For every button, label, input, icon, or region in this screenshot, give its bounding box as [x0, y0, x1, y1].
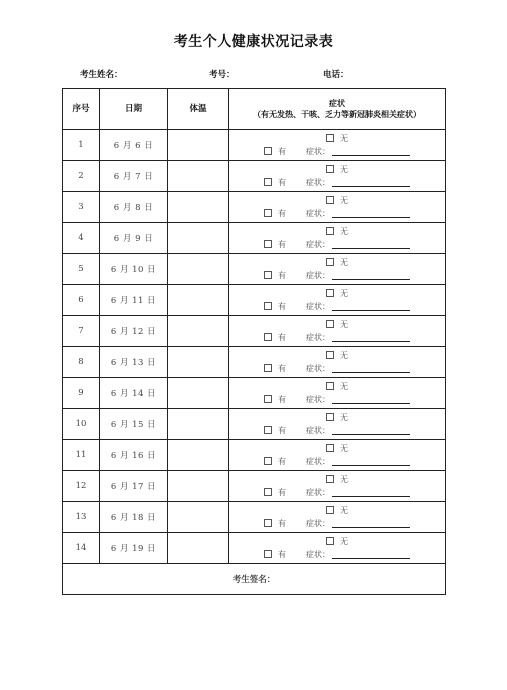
option-has-label: 有: [278, 488, 286, 497]
option-has-label: 有: [278, 209, 286, 218]
row-number: 14: [63, 533, 100, 564]
option-none-label: 无: [340, 289, 348, 298]
option-has-label: 有: [278, 240, 286, 249]
table-row: [63, 130, 446, 161]
symptom-blank-line[interactable]: [332, 333, 410, 342]
option-none: [229, 132, 445, 145]
none-checkbox[interactable]: [326, 258, 334, 266]
option-has: [229, 455, 445, 468]
option-none: [229, 380, 445, 393]
option-has-label: 有: [278, 395, 286, 404]
option-has: [229, 331, 445, 344]
header-no: 序号: [63, 89, 100, 130]
row-number: 3: [63, 192, 100, 223]
row-number: 7: [63, 316, 100, 347]
option-has: [229, 393, 445, 406]
table-row: [63, 347, 446, 378]
table-row: [63, 471, 446, 502]
row-number: 6: [63, 285, 100, 316]
option-none-label: 无: [340, 537, 348, 546]
temperature-cell[interactable]: [168, 440, 229, 471]
symptom-blank-line[interactable]: [332, 178, 410, 187]
option-none-label: 无: [340, 444, 348, 453]
has-checkbox[interactable]: [264, 178, 272, 186]
option-none: [229, 287, 445, 300]
candidate-info-row: [0, 68, 507, 82]
none-checkbox[interactable]: [326, 413, 334, 421]
header-temperature: 体温: [168, 89, 229, 130]
signature-row: [63, 564, 446, 595]
has-checkbox[interactable]: [264, 302, 272, 310]
symptoms-cell: [229, 316, 446, 347]
none-checkbox[interactable]: [326, 320, 334, 328]
row-date: 6 月 14 日: [100, 378, 168, 409]
table-row: [63, 409, 446, 440]
row-date: 6 月 7 日: [100, 161, 168, 192]
has-checkbox[interactable]: [264, 519, 272, 527]
temperature-cell[interactable]: [168, 471, 229, 502]
option-has: [229, 269, 445, 282]
symptoms-cell: [229, 409, 446, 440]
row-date: 6 月 10 日: [100, 254, 168, 285]
option-has: [229, 548, 445, 561]
none-checkbox[interactable]: [326, 537, 334, 545]
row-date: 6 月 18 日: [100, 502, 168, 533]
symptom-label: 症状：: [306, 209, 330, 218]
symptom-blank-line[interactable]: [332, 550, 410, 559]
table-header-row: [63, 89, 446, 130]
option-has-label: 有: [278, 333, 286, 342]
table-row: [63, 192, 446, 223]
option-none-label: 无: [340, 475, 348, 484]
option-has-label: 有: [278, 550, 286, 559]
row-number: 8: [63, 347, 100, 378]
option-none: [229, 256, 445, 269]
symptoms-cell: [229, 285, 446, 316]
symptom-blank-line[interactable]: [332, 395, 410, 404]
symptom-blank-line[interactable]: [332, 488, 410, 497]
has-checkbox[interactable]: [264, 364, 272, 372]
table-row: [63, 161, 446, 192]
symptom-label: 症状：: [306, 147, 330, 156]
none-checkbox[interactable]: [326, 351, 334, 359]
row-date: 6 月 6 日: [100, 130, 168, 161]
health-record-table: [62, 88, 446, 595]
option-none: [229, 504, 445, 517]
has-checkbox[interactable]: [264, 333, 272, 341]
symptom-label: 症状：: [306, 457, 330, 466]
option-has-label: 有: [278, 271, 286, 280]
table-row: [63, 223, 446, 254]
has-checkbox[interactable]: [264, 488, 272, 496]
option-none: [229, 411, 445, 424]
symptom-blank-line[interactable]: [332, 302, 410, 311]
row-date: 6 月 17 日: [100, 471, 168, 502]
signature-label: 考生签名：: [232, 575, 276, 585]
none-checkbox[interactable]: [326, 289, 334, 297]
row-date: 6 月 8 日: [100, 192, 168, 223]
option-none-label: 无: [340, 382, 348, 391]
option-none-label: 无: [340, 196, 348, 205]
option-none-label: 无: [340, 134, 348, 143]
symptom-blank-line[interactable]: [332, 240, 410, 249]
row-number: 4: [63, 223, 100, 254]
option-has: [229, 238, 445, 251]
symptom-blank-line[interactable]: [332, 426, 410, 435]
row-date: 6 月 9 日: [100, 223, 168, 254]
none-checkbox[interactable]: [326, 196, 334, 204]
option-none: [229, 473, 445, 486]
symptoms-cell: [229, 502, 446, 533]
has-checkbox[interactable]: [264, 240, 272, 248]
header-symptoms-subtitle: （有无发热、干咳、乏力等新冠肺炎相关症状）: [253, 109, 421, 119]
option-none: [229, 535, 445, 548]
has-checkbox[interactable]: [264, 426, 272, 434]
row-number: 9: [63, 378, 100, 409]
symptom-label: 症状：: [306, 302, 330, 311]
option-none: [229, 194, 445, 207]
temperature-cell[interactable]: [168, 130, 229, 161]
none-checkbox[interactable]: [326, 475, 334, 483]
row-number: 5: [63, 254, 100, 285]
table-row: [63, 502, 446, 533]
row-number: 13: [63, 502, 100, 533]
temperature-cell[interactable]: [168, 161, 229, 192]
option-has-label: 有: [278, 147, 286, 156]
symptoms-cell: [229, 192, 446, 223]
symptoms-cell: [229, 130, 446, 161]
option-none: [229, 442, 445, 455]
none-checkbox[interactable]: [326, 165, 334, 173]
option-has-label: 有: [278, 519, 286, 528]
option-has-label: 有: [278, 457, 286, 466]
temperature-cell[interactable]: [168, 533, 229, 564]
symptoms-cell: [229, 347, 446, 378]
temperature-cell[interactable]: [168, 285, 229, 316]
symptom-blank-line[interactable]: [332, 271, 410, 280]
symptoms-cell: [229, 533, 446, 564]
exam-id-label: 考号：: [209, 70, 235, 80]
option-has-label: 有: [278, 302, 286, 311]
symptom-label: 症状：: [306, 178, 330, 187]
header-date: 日期: [100, 89, 168, 130]
name-label: 考生姓名：: [80, 70, 123, 80]
has-checkbox[interactable]: [264, 271, 272, 279]
symptoms-cell: [229, 161, 446, 192]
symptom-label: 症状：: [306, 271, 330, 280]
temperature-cell[interactable]: [168, 254, 229, 285]
temperature-cell[interactable]: [168, 223, 229, 254]
symptom-label: 症状：: [306, 364, 330, 373]
temperature-cell[interactable]: [168, 347, 229, 378]
table-row: [63, 378, 446, 409]
option-none-label: 无: [340, 506, 348, 515]
option-none-label: 无: [340, 165, 348, 174]
row-number: 1: [63, 130, 100, 161]
symptoms-cell: [229, 378, 446, 409]
symptoms-cell: [229, 223, 446, 254]
symptom-label: 症状：: [306, 550, 330, 559]
none-checkbox[interactable]: [326, 227, 334, 235]
option-has: [229, 207, 445, 220]
symptom-blank-line[interactable]: [332, 209, 410, 218]
option-has: [229, 176, 445, 189]
option-none: [229, 225, 445, 238]
temperature-cell[interactable]: [168, 378, 229, 409]
option-has: [229, 486, 445, 499]
symptom-label: 症状：: [306, 426, 330, 435]
has-checkbox[interactable]: [264, 147, 272, 155]
option-none-label: 无: [340, 227, 348, 236]
option-has-label: 有: [278, 178, 286, 187]
row-number: 2: [63, 161, 100, 192]
none-checkbox[interactable]: [326, 444, 334, 452]
table-row: [63, 533, 446, 564]
symptom-blank-line[interactable]: [332, 364, 410, 373]
option-has: [229, 424, 445, 437]
row-number: 12: [63, 471, 100, 502]
phone-label: 电话：: [323, 70, 349, 80]
symptoms-cell: [229, 440, 446, 471]
symptoms-cell: [229, 254, 446, 285]
option-none-label: 无: [340, 413, 348, 422]
option-has-label: 有: [278, 426, 286, 435]
table-row: [63, 285, 446, 316]
page-title: 考生个人健康状况记录表: [173, 34, 334, 50]
none-checkbox[interactable]: [326, 134, 334, 142]
row-date: 6 月 13 日: [100, 347, 168, 378]
symptom-label: 症状：: [306, 488, 330, 497]
table-row: [63, 316, 446, 347]
none-checkbox[interactable]: [326, 506, 334, 514]
temperature-cell[interactable]: [168, 409, 229, 440]
has-checkbox[interactable]: [264, 550, 272, 558]
symptom-label: 症状：: [306, 519, 330, 528]
option-none: [229, 349, 445, 362]
header-symptoms: [229, 89, 446, 130]
has-checkbox[interactable]: [264, 209, 272, 217]
option-has: [229, 362, 445, 375]
symptom-label: 症状：: [306, 240, 330, 249]
table-row: [63, 254, 446, 285]
row-number: 11: [63, 440, 100, 471]
option-has: [229, 300, 445, 313]
option-none-label: 无: [340, 320, 348, 329]
option-none: [229, 318, 445, 331]
option-has: [229, 517, 445, 530]
has-checkbox[interactable]: [264, 457, 272, 465]
symptom-label: 症状：: [306, 333, 330, 342]
temperature-cell[interactable]: [168, 502, 229, 533]
header-symptoms-title: 症状: [329, 98, 345, 108]
option-has-label: 有: [278, 364, 286, 373]
row-number: 10: [63, 409, 100, 440]
symptom-label: 症状：: [306, 395, 330, 404]
temperature-cell[interactable]: [168, 192, 229, 223]
symptom-blank-line[interactable]: [332, 457, 410, 466]
row-date: 6 月 19 日: [100, 533, 168, 564]
option-none-label: 无: [340, 258, 348, 267]
temperature-cell[interactable]: [168, 316, 229, 347]
none-checkbox[interactable]: [326, 382, 334, 390]
row-date: 6 月 16 日: [100, 440, 168, 471]
symptom-blank-line[interactable]: [332, 519, 410, 528]
symptoms-cell: [229, 471, 446, 502]
row-date: 6 月 11 日: [100, 285, 168, 316]
signature-cell[interactable]: [63, 564, 446, 595]
symptom-blank-line[interactable]: [332, 147, 410, 156]
row-date: 6 月 12 日: [100, 316, 168, 347]
has-checkbox[interactable]: [264, 395, 272, 403]
option-has: [229, 145, 445, 158]
option-none: [229, 163, 445, 176]
row-date: 6 月 15 日: [100, 409, 168, 440]
table-row: [63, 440, 446, 471]
option-none-label: 无: [340, 351, 348, 360]
